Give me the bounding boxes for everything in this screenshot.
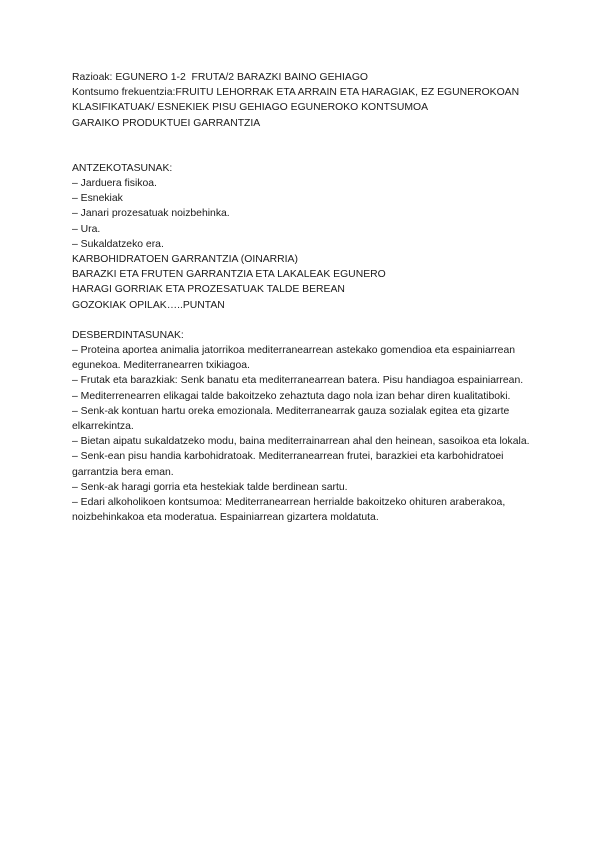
note-line: KARBOHIDRATOEN GARRANTZIA (OINARRIA): [72, 254, 298, 266]
list-item: – Proteina aportea animalia jatorrikoa mediterranearrean astekako gomendioa eta espainiarrean egunekoa. Mediterranearren txikiagoa.: [72, 345, 518, 372]
differences-heading: DESBERDINTASUNAK:: [72, 329, 184, 341]
list-item: – Frutak eta barazkiak: Senk banatu eta mediterranearrean batera. Pisu handiagoa espainiarrean.: [72, 375, 524, 387]
intro-reasons: Razioak: EGUNERO 1-2 FRUTA/2 BARAZKI BAINO GEHIAGO: [72, 72, 369, 83]
list-item: – Sukaldatzeko era.: [72, 238, 164, 250]
note-line: HARAGI GORRIAK ETA PROZESATUAK TALDE BEREAN: [72, 284, 345, 296]
spacer: [72, 131, 542, 161]
note-line: GOZOKIAK OPILAK…..PUNTAN: [72, 299, 225, 311]
note-line: BARAZKI ETA FRUTEN GARRANTZIA ETA LAKALEAK EGUNERO: [72, 269, 386, 281]
list-item: – Senk-ak kontuan hartu oreka emozionala. Mediterranearrak gauza sozialak egitea eta gizarte elkarrekintza.: [72, 405, 513, 433]
list-item: – Esnekiak: [72, 193, 123, 205]
intro-frequency: Kontsumo frekuentzia:FRUITU LEHORRAK ETA ARRAIN ETA HARAGIAK, EZ EGUNEROKOAN KLASIFIKATUAK/ ESNEKIEK PISU GEHIAGO EGUNEROKO KONTSUMOA: [72, 87, 522, 114]
list-item: – Edari alkoholikoen kontsumoa: Mediterranearrean herrialde bakoitzeko ohituren araberakoa, noizbehinkakoa eta moderatua. Espainiarrean gizartera moldatuta.: [72, 497, 509, 524]
intro-section: [72, 70, 542, 131]
list-item: – Bietan aipatu sukaldatzeko modu, baina mediterrainarrean ahal den heinean, sasoikoa eta lokala.: [72, 436, 530, 448]
differences-section: [72, 328, 542, 526]
list-item: – Ura.: [72, 223, 101, 235]
intro-seasonal: GARAIKO PRODUKTUEI GARRANTZIA: [72, 117, 261, 129]
list-item: – Senk-ean pisu handia karbohidratoak. Mediterranearrean frutei, barazkiei eta karbohidratoei garrantzia bera eman.: [72, 451, 507, 478]
similarities-heading: ANTZEKOTASUNAK:: [72, 162, 173, 174]
list-item: – Jarduera fisikoa.: [72, 178, 157, 190]
list-item: – Mediterrenearren elikagai talde bakoitzeko zehaztuta dago nola izan behar diren kualitatiboki.: [72, 390, 511, 402]
document-body: [72, 70, 542, 525]
similarities-section: [72, 161, 542, 313]
list-item: – Senk-ak haragi gorria eta hestekiak talde berdinean sartu.: [72, 481, 348, 493]
list-item: – Janari prozesatuak noizbehinka.: [72, 208, 230, 220]
spacer: [72, 313, 542, 328]
